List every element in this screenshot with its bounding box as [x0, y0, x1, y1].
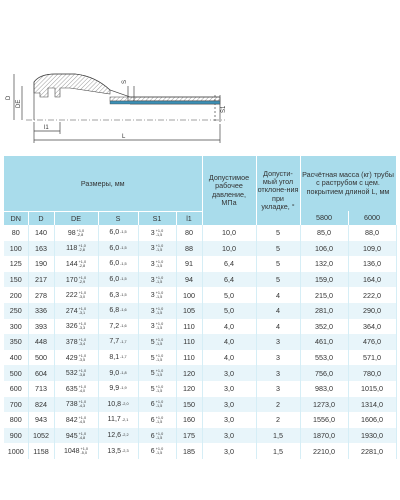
cell-dn: 100: [4, 241, 28, 257]
cell-d: 604: [28, 365, 54, 381]
table-row: [4, 365, 396, 381]
cell-angle: 1,5: [256, 428, 300, 444]
cell-d: 1158: [28, 443, 54, 459]
cell-s1: 3 +1,0 -1,5: [138, 241, 176, 257]
cell-s1: 6 +1,0 -1,5: [138, 412, 176, 428]
cell-mass-5800: 352,0: [300, 319, 348, 335]
cell-l1: 175: [176, 428, 202, 444]
cell-d: 713: [28, 381, 54, 397]
cell-angle: 5: [256, 241, 300, 257]
cell-s: 9,9 -1,9: [98, 381, 138, 397]
cell-d: 1052: [28, 428, 54, 444]
cell-angle: 3: [256, 350, 300, 366]
cell-dn: 800: [4, 412, 28, 428]
cell-mass-6000: 2281,0: [348, 443, 396, 459]
cell-mass-5800: 553,0: [300, 350, 348, 366]
cell-de: 222 +1,0 -3,0: [54, 287, 98, 303]
cell-dn: 900: [4, 428, 28, 444]
col-d: D: [28, 212, 54, 226]
cell-dn: 300: [4, 319, 28, 335]
col-de: DE: [54, 212, 98, 226]
cell-de: 378 +1,0 -3,4: [54, 334, 98, 350]
cell-dn: 400: [4, 350, 28, 366]
cell-s: 10,8 -2,0: [98, 397, 138, 413]
cell-mass-6000: 476,0: [348, 334, 396, 350]
table-row: [4, 397, 396, 413]
cell-s: 11,7 -2,1: [98, 412, 138, 428]
cell-s: 13,5 -2,3: [98, 443, 138, 459]
cell-d: 190: [28, 256, 54, 272]
cell-mass-5800: 106,0: [300, 241, 348, 257]
cell-dn: 1000: [4, 443, 28, 459]
cell-angle: 5: [256, 272, 300, 288]
cell-s1: 3 +1,0 -1,5: [138, 272, 176, 288]
cell-de: 945 +1,0 -4,8: [54, 428, 98, 444]
cell-pressure: 10,0: [202, 241, 256, 257]
cell-s1: 3 +1,0 -1,5: [138, 256, 176, 272]
cell-dn: 250: [4, 303, 28, 319]
cell-mass-5800: 983,0: [300, 381, 348, 397]
table-row: [4, 381, 396, 397]
cell-s: 6,3 -1,5: [98, 287, 138, 303]
cell-mass-5800: 1556,0: [300, 412, 348, 428]
cell-de: 118 +1,0 -2,8: [54, 241, 98, 257]
cell-mass-5800: 85,0: [300, 225, 348, 241]
cell-angle: 3: [256, 365, 300, 381]
table-row: [4, 241, 396, 257]
cell-angle: 4: [256, 287, 300, 303]
cell-l1: 100: [176, 287, 202, 303]
cell-angle: 5: [256, 256, 300, 272]
col-l1: l1: [176, 212, 202, 226]
table-row: [4, 350, 396, 366]
cell-de: 842 +1,0 -4,5: [54, 412, 98, 428]
cell-mass-6000: 364,0: [348, 319, 396, 335]
cell-l1: 110: [176, 350, 202, 366]
table-row: [4, 412, 396, 428]
cell-d: 448: [28, 334, 54, 350]
cell-angle: 2: [256, 397, 300, 413]
cell-s: 8,1 -1,7: [98, 350, 138, 366]
cell-d: 500: [28, 350, 54, 366]
cell-l1: 105: [176, 303, 202, 319]
cell-angle: 3: [256, 381, 300, 397]
cell-s1: 3 +1,0 -1,5: [138, 225, 176, 241]
cell-l1: 185: [176, 443, 202, 459]
cell-s1: 6 +1,0 -1,5: [138, 428, 176, 444]
mass-header: Расчётная масса (кг) трубы с раструбом с цем. покрытием длиной L, мм: [300, 156, 396, 211]
cell-angle: 3: [256, 334, 300, 350]
cell-pressure: 3,0: [202, 412, 256, 428]
cell-d: 278: [28, 287, 54, 303]
cell-mass-6000: 1015,0: [348, 381, 396, 397]
cell-s1: 5 +1,0 -1,5: [138, 365, 176, 381]
cell-mass-5800: 159,0: [300, 272, 348, 288]
cell-dn: 350: [4, 334, 28, 350]
cell-l1: 150: [176, 397, 202, 413]
label-l1: l1: [44, 125, 49, 131]
cell-mass-5800: 2210,0: [300, 443, 348, 459]
cell-mass-6000: 88,0: [348, 225, 396, 241]
cell-mass-6000: 222,0: [348, 287, 396, 303]
cell-mass-6000: 164,0: [348, 272, 396, 288]
cell-d: 140: [28, 225, 54, 241]
dimensions-header: Размеры, мм: [4, 156, 202, 212]
cell-mass-5800: 461,0: [300, 334, 348, 350]
cell-dn: 500: [4, 365, 28, 381]
cell-mass-6000: 1314,0: [348, 397, 396, 413]
cell-s: 6,8 -1,6: [98, 303, 138, 319]
cell-mass-6000: 136,0: [348, 256, 396, 272]
cell-l1: 160: [176, 412, 202, 428]
cell-s: 12,6 -2,2: [98, 428, 138, 444]
cell-s1: 5 +1,0 -1,5: [138, 381, 176, 397]
table-row: [4, 287, 396, 303]
table-row: [4, 319, 396, 335]
cell-angle: 2: [256, 412, 300, 428]
cell-mass-6000: 1606,0: [348, 412, 396, 428]
cell-de: 144 +1,0 -2,8: [54, 256, 98, 272]
cell-l1: 88: [176, 241, 202, 257]
cell-dn: 700: [4, 397, 28, 413]
cell-l1: 120: [176, 381, 202, 397]
cell-l1: 110: [176, 319, 202, 335]
cell-pressure: 4,0: [202, 334, 256, 350]
cell-de: 274 +1,0 -3,1: [54, 303, 98, 319]
cell-mass-6000: 1930,0: [348, 428, 396, 444]
cell-s: 6,0 -1,5: [98, 256, 138, 272]
cell-pressure: 4,0: [202, 319, 256, 335]
table-row: [4, 334, 396, 350]
cell-s: 9,0 -1,8: [98, 365, 138, 381]
cell-pressure: 3,0: [202, 443, 256, 459]
mass-col-6000: 6000: [348, 211, 396, 225]
cell-s: 6,0 -1,5: [98, 272, 138, 288]
cell-d: 943: [28, 412, 54, 428]
table-row: [4, 272, 396, 288]
table-row: [4, 303, 396, 319]
cell-pressure: 4,0: [202, 350, 256, 366]
col-s1: S1: [138, 212, 176, 226]
cell-d: 824: [28, 397, 54, 413]
cell-de: 532 +1,0 -3,8: [54, 365, 98, 381]
cell-de: 1048 +1,0 -5,0: [54, 443, 98, 459]
cell-de: 326 +1,0 -3,3: [54, 319, 98, 335]
cell-s1: 3 +1,0 -1,5: [138, 319, 176, 335]
cell-mass-6000: 780,0: [348, 365, 396, 381]
cell-dn: 200: [4, 287, 28, 303]
cell-de: 429 +1,0 -3,5: [54, 350, 98, 366]
cell-l1: 120: [176, 365, 202, 381]
cell-de: 170 +1,0 -2,9: [54, 272, 98, 288]
cell-s: 6,0 -1,5: [98, 241, 138, 257]
cell-d: 217: [28, 272, 54, 288]
cell-d: 163: [28, 241, 54, 257]
cell-angle: 4: [256, 319, 300, 335]
cell-mass-5800: 1870,0: [300, 428, 348, 444]
cell-mass-5800: 132,0: [300, 256, 348, 272]
table-row: [4, 256, 396, 272]
cell-s1: 3 +1,0 -1,5: [138, 287, 176, 303]
cell-l1: 94: [176, 272, 202, 288]
cell-dn: 150: [4, 272, 28, 288]
cell-pressure: 3,0: [202, 365, 256, 381]
cell-angle: 5: [256, 225, 300, 241]
cell-pressure: 5,0: [202, 303, 256, 319]
label-s1: S1: [221, 105, 227, 113]
cell-de: 738 +1,0 -4,3: [54, 397, 98, 413]
table-row: [4, 225, 396, 241]
pipe-drawing: [0, 0, 400, 150]
cell-pressure: 3,0: [202, 428, 256, 444]
angle-header: Допусти-мый угол отклоне-ния при укладке, °: [256, 156, 300, 225]
mass-col-5800: 5800: [300, 211, 348, 225]
cell-s1: 5 +1,0 -1,5: [138, 334, 176, 350]
cell-pressure: 10,0: [202, 225, 256, 241]
table-row: [4, 428, 396, 444]
cell-angle: 4: [256, 303, 300, 319]
cell-s: 7,7 -1,7: [98, 334, 138, 350]
table-body: [4, 225, 396, 459]
label-l: L: [122, 134, 126, 140]
cell-dn: 125: [4, 256, 28, 272]
cell-s1: 3 +1,0 -1,5: [138, 303, 176, 319]
cell-pressure: 5,0: [202, 287, 256, 303]
pressure-header: Допустимое рабочее давление, МПа: [202, 156, 256, 225]
cell-dn: 600: [4, 381, 28, 397]
cell-de: 635 +1,0 -4,0: [54, 381, 98, 397]
cell-l1: 91: [176, 256, 202, 272]
cell-d: 336: [28, 303, 54, 319]
col-dn: DN: [4, 212, 28, 226]
cell-pressure: 3,0: [202, 381, 256, 397]
cell-s1: 5 +1,0 -1,5: [138, 350, 176, 366]
cell-mass-5800: 1273,0: [300, 397, 348, 413]
table-row: [4, 443, 396, 459]
cell-l1: 110: [176, 334, 202, 350]
table-header: [4, 156, 396, 225]
cell-mass-6000: 109,0: [348, 241, 396, 257]
cell-dn: 80: [4, 225, 28, 241]
cell-s1: 6 +1,0 -1,5: [138, 443, 176, 459]
cell-mass-5800: 215,0: [300, 287, 348, 303]
cell-mass-5800: 756,0: [300, 365, 348, 381]
col-s: S: [98, 212, 138, 226]
cell-l1: 80: [176, 225, 202, 241]
label-de: DE: [16, 99, 22, 108]
cell-de: 98 +1,0 -2,8: [54, 225, 98, 241]
socket-hatching: [34, 74, 220, 104]
cell-pressure: 6,4: [202, 272, 256, 288]
cell-s: 7,2 -1,6: [98, 319, 138, 335]
cell-angle: 1,5: [256, 443, 300, 459]
cell-s: 6,0 -1,5: [98, 225, 138, 241]
cell-mass-5800: 281,0: [300, 303, 348, 319]
cell-mass-6000: 571,0: [348, 350, 396, 366]
cell-s1: 6 +1,0 -1,5: [138, 397, 176, 413]
cell-mass-6000: 290,0: [348, 303, 396, 319]
pipe-spec-table: [4, 156, 397, 459]
cell-pressure: 6,4: [202, 256, 256, 272]
cell-pressure: 3,0: [202, 397, 256, 413]
cell-d: 393: [28, 319, 54, 335]
label-s: S: [122, 79, 128, 84]
label-d: D: [6, 95, 12, 100]
